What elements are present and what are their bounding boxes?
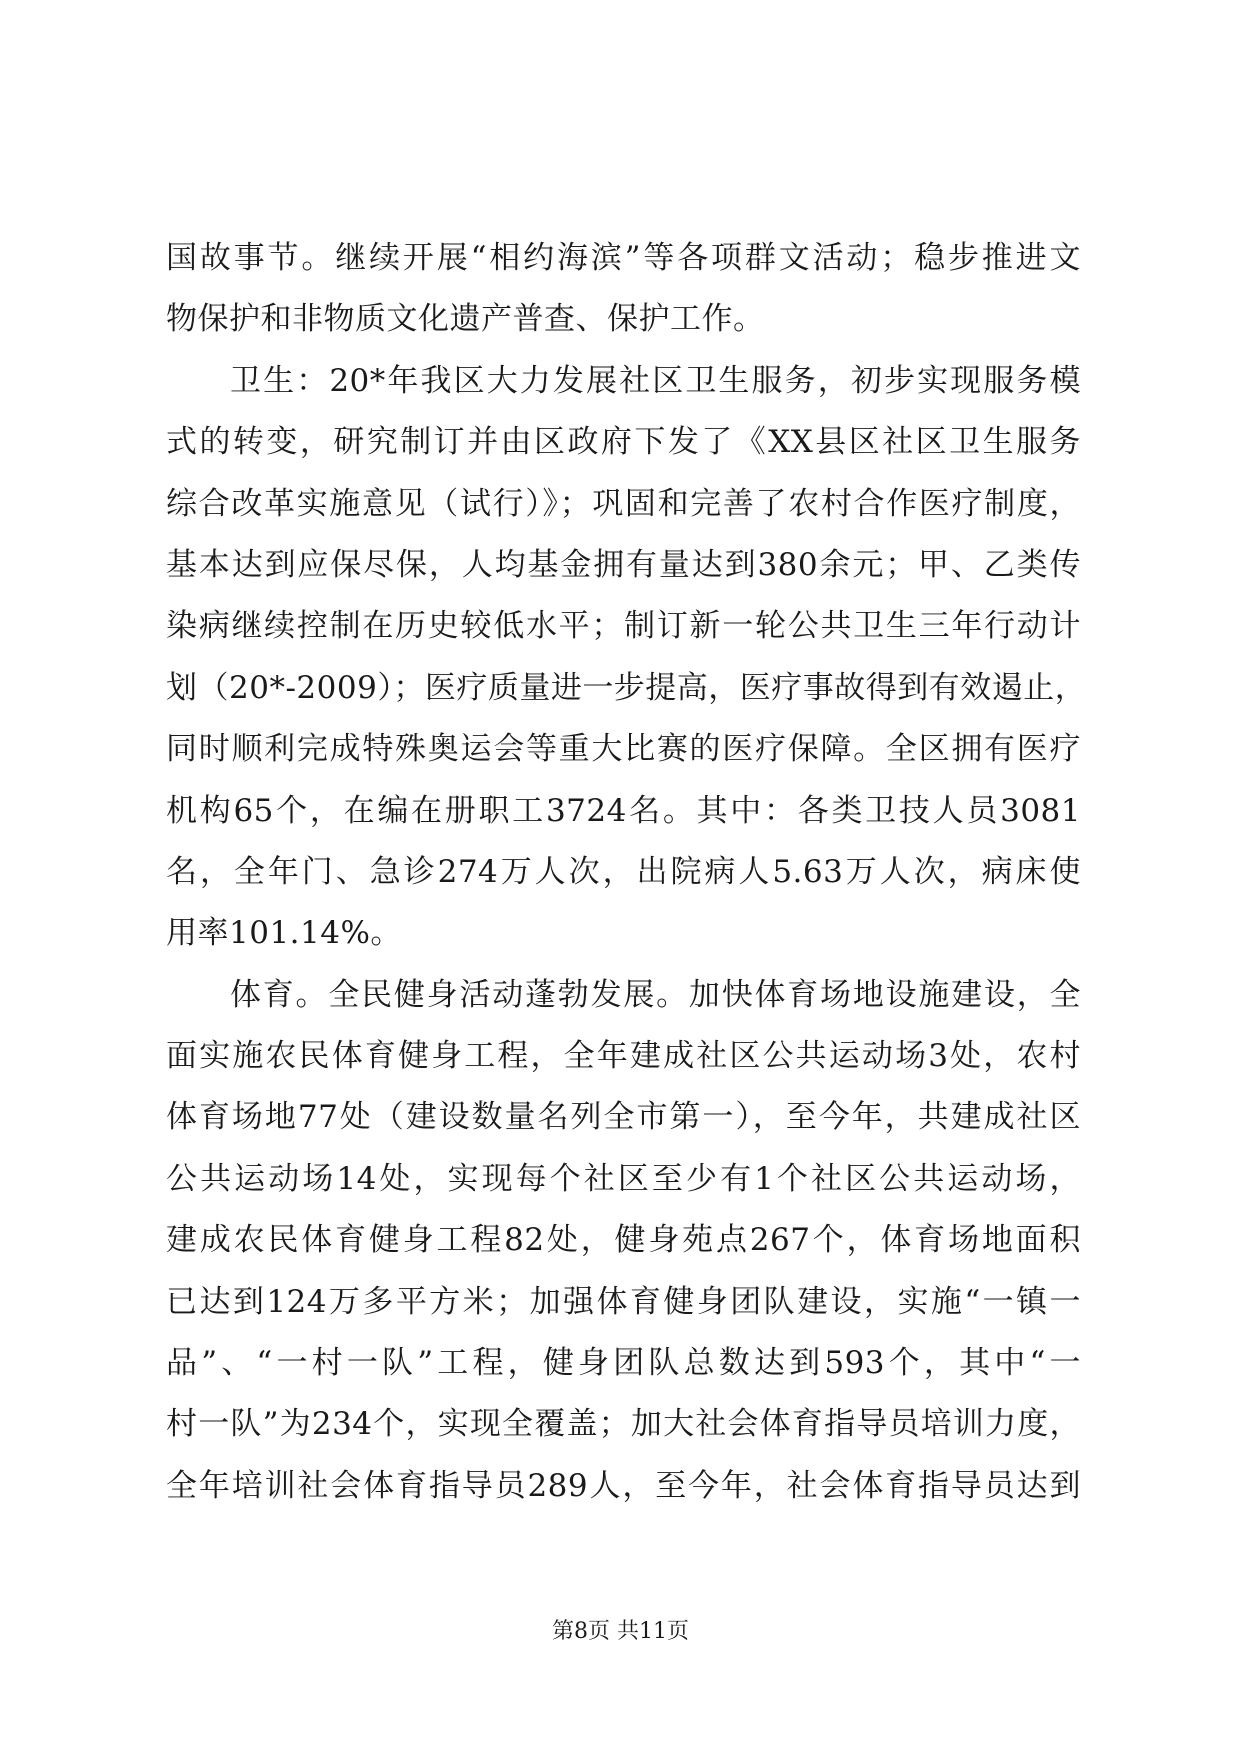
text-line-11: 名，全年门、急诊274万人次，出院病人5.63万人次，病床使 <box>166 853 1081 890</box>
text-line-4: 式的转变，研究制订并由区政府下发了《XX县区社区卫生服务 <box>166 424 1081 461</box>
text-line-10: 机构65个，在编在册职工3724名。其中：各类卫技人员3081 <box>166 792 1081 829</box>
text-line-8: 划（20*-2009）；医疗质量进一步提高，医疗事故得到有效遏止， <box>166 669 1087 706</box>
page-number-footer: 第8页 共11页 <box>552 1619 689 1644</box>
text-line-2: 物保护和非物质文化遗产普查、保护工作。 <box>166 301 765 338</box>
text-line-9: 同时顺利完成特殊奥运会等重大比赛的医疗保障。全区拥有医疗 <box>166 731 1081 768</box>
text-line-18: 已达到124万多平方米；加强体育健身团队建设，实施“一镇一 <box>166 1283 1081 1320</box>
text-line-5: 综合改革实施意见（试行）》；巩固和完善了农村合作医疗制度， <box>166 485 1081 522</box>
text-line-7: 染病继续控制在历史较低水平；制订新一轮公共卫生三年行动计 <box>166 608 1081 645</box>
text-line-17: 建成农民体育健身工程82处，健身苑点267个，体育场地面积 <box>166 1222 1081 1259</box>
document-body <box>166 228 1087 1517</box>
text-line-21: 全年培训社会体育指导员289人，至今年，社会体育指导员达到 <box>166 1467 1081 1504</box>
text-line-19: 品”、“一村一队”工程，健身团队总数达到593个，其中“一 <box>166 1345 1081 1382</box>
text-line-1: 国故事节。继续开展“相约海滨”等各项群文活动；稳步推进文 <box>166 240 1081 276</box>
text-line-3: 卫生：20*年我区大力发展社区卫生服务，初步实现服务模 <box>230 362 1081 399</box>
text-line-13: 体育。全民健身活动蓬勃发展。加快体育场地设施建设，全 <box>230 976 1081 1013</box>
text-line-14: 面实施农民体育健身工程，全年建成社区公共运动场3处，农村 <box>166 1038 1081 1075</box>
text-line-20: 村一队”为234个，实现全覆盖；加大社会体育指导员培训力度， <box>166 1406 1081 1443</box>
text-line-16: 公共运动场14处，实现每个社区至少有1个社区公共运动场， <box>166 1160 1081 1197</box>
text-line-6: 基本达到应保尽保，人均基金拥有量达到380余元；甲、乙类传 <box>166 546 1081 583</box>
text-line-15: 体育场地77处（建设数量名列全市第一），至今年，共建成社区 <box>166 1099 1081 1136</box>
text-line-12: 用率101.14%。 <box>166 915 402 952</box>
